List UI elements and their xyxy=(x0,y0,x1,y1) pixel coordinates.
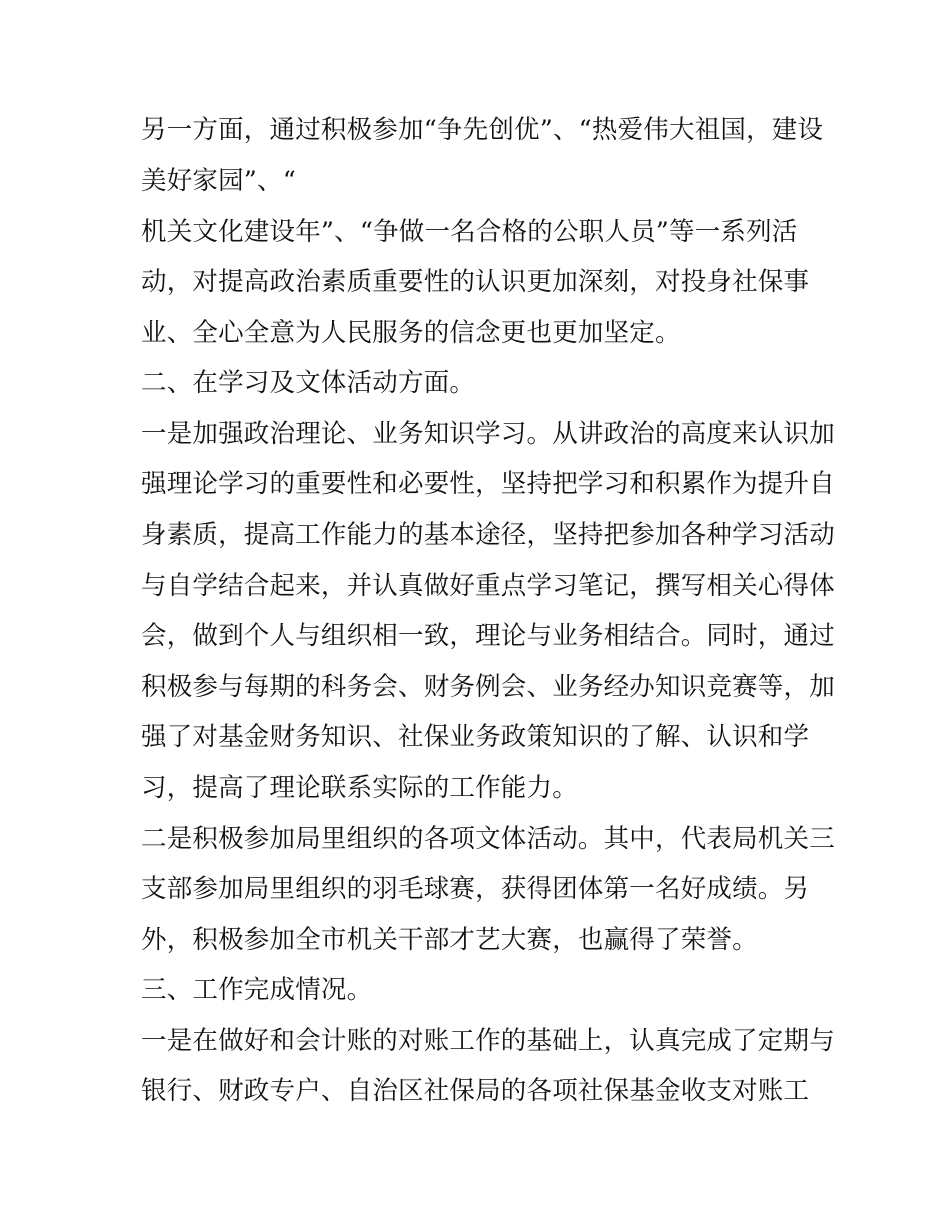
text-line: 积极参与每期的科务会、财务例会、业务经办知识竞赛等，加 xyxy=(141,672,835,702)
text-line: 外，积极参加全市机关干部才艺大赛，也赢得了荣誉。 xyxy=(141,925,758,955)
section-heading: 二、在学习及文体活动方面。 xyxy=(141,368,476,398)
text-line: 银行、财政专户、自治区社保局的各项社保基金收支对账工 xyxy=(141,1076,810,1106)
text-line: 习，提高了理论联系实际的工作能力。 xyxy=(141,773,578,803)
text-line: 动，对提高政治素质重要性的认识更加深刻，对投身社保事 xyxy=(141,267,810,297)
text-line: 机关文化建设年”、“争做一名合格的公职人员”等一系列活 xyxy=(141,217,798,247)
text-line: 强了对基金财务知识、社保业务政策知识的了解、认识和学 xyxy=(141,722,810,752)
text-line: 强理论学习的重要性和必要性，坚持把学习和积累作为提升自 xyxy=(141,469,835,499)
text-line: 一是加强政治理论、业务知识学习。从讲政治的高度来认识加 xyxy=(141,419,835,449)
text-line: 与自学结合起来，并认真做好重点学习笔记，撰写相关心得体 xyxy=(141,571,835,601)
text-line: 美好家园”、“ xyxy=(141,166,296,196)
text-line: 另一方面，通过积极参加“争先创优”、“热爱伟大祖国，建设 xyxy=(141,115,824,145)
text-line: 会，做到个人与组织相一致，理论与业务相结合。同时，通过 xyxy=(141,621,835,651)
text-line: 一是在做好和会计账的对账工作的基础上，认真完成了定期与 xyxy=(141,1026,835,1056)
text-line: 身素质，提高工作能力的基本途径，坚持把参加各种学习活动 xyxy=(141,520,835,550)
section-heading: 三、工作完成情况。 xyxy=(141,975,373,1005)
text-line: 二是积极参加局里组织的各项文体活动。其中，代表局机关三 xyxy=(141,824,835,854)
text-line: 支部参加局里组织的羽毛球赛，获得团体第一名好成绩。另 xyxy=(141,874,810,904)
text-line: 业、全心全意为人民服务的信念更也更加坚定。 xyxy=(141,318,681,348)
